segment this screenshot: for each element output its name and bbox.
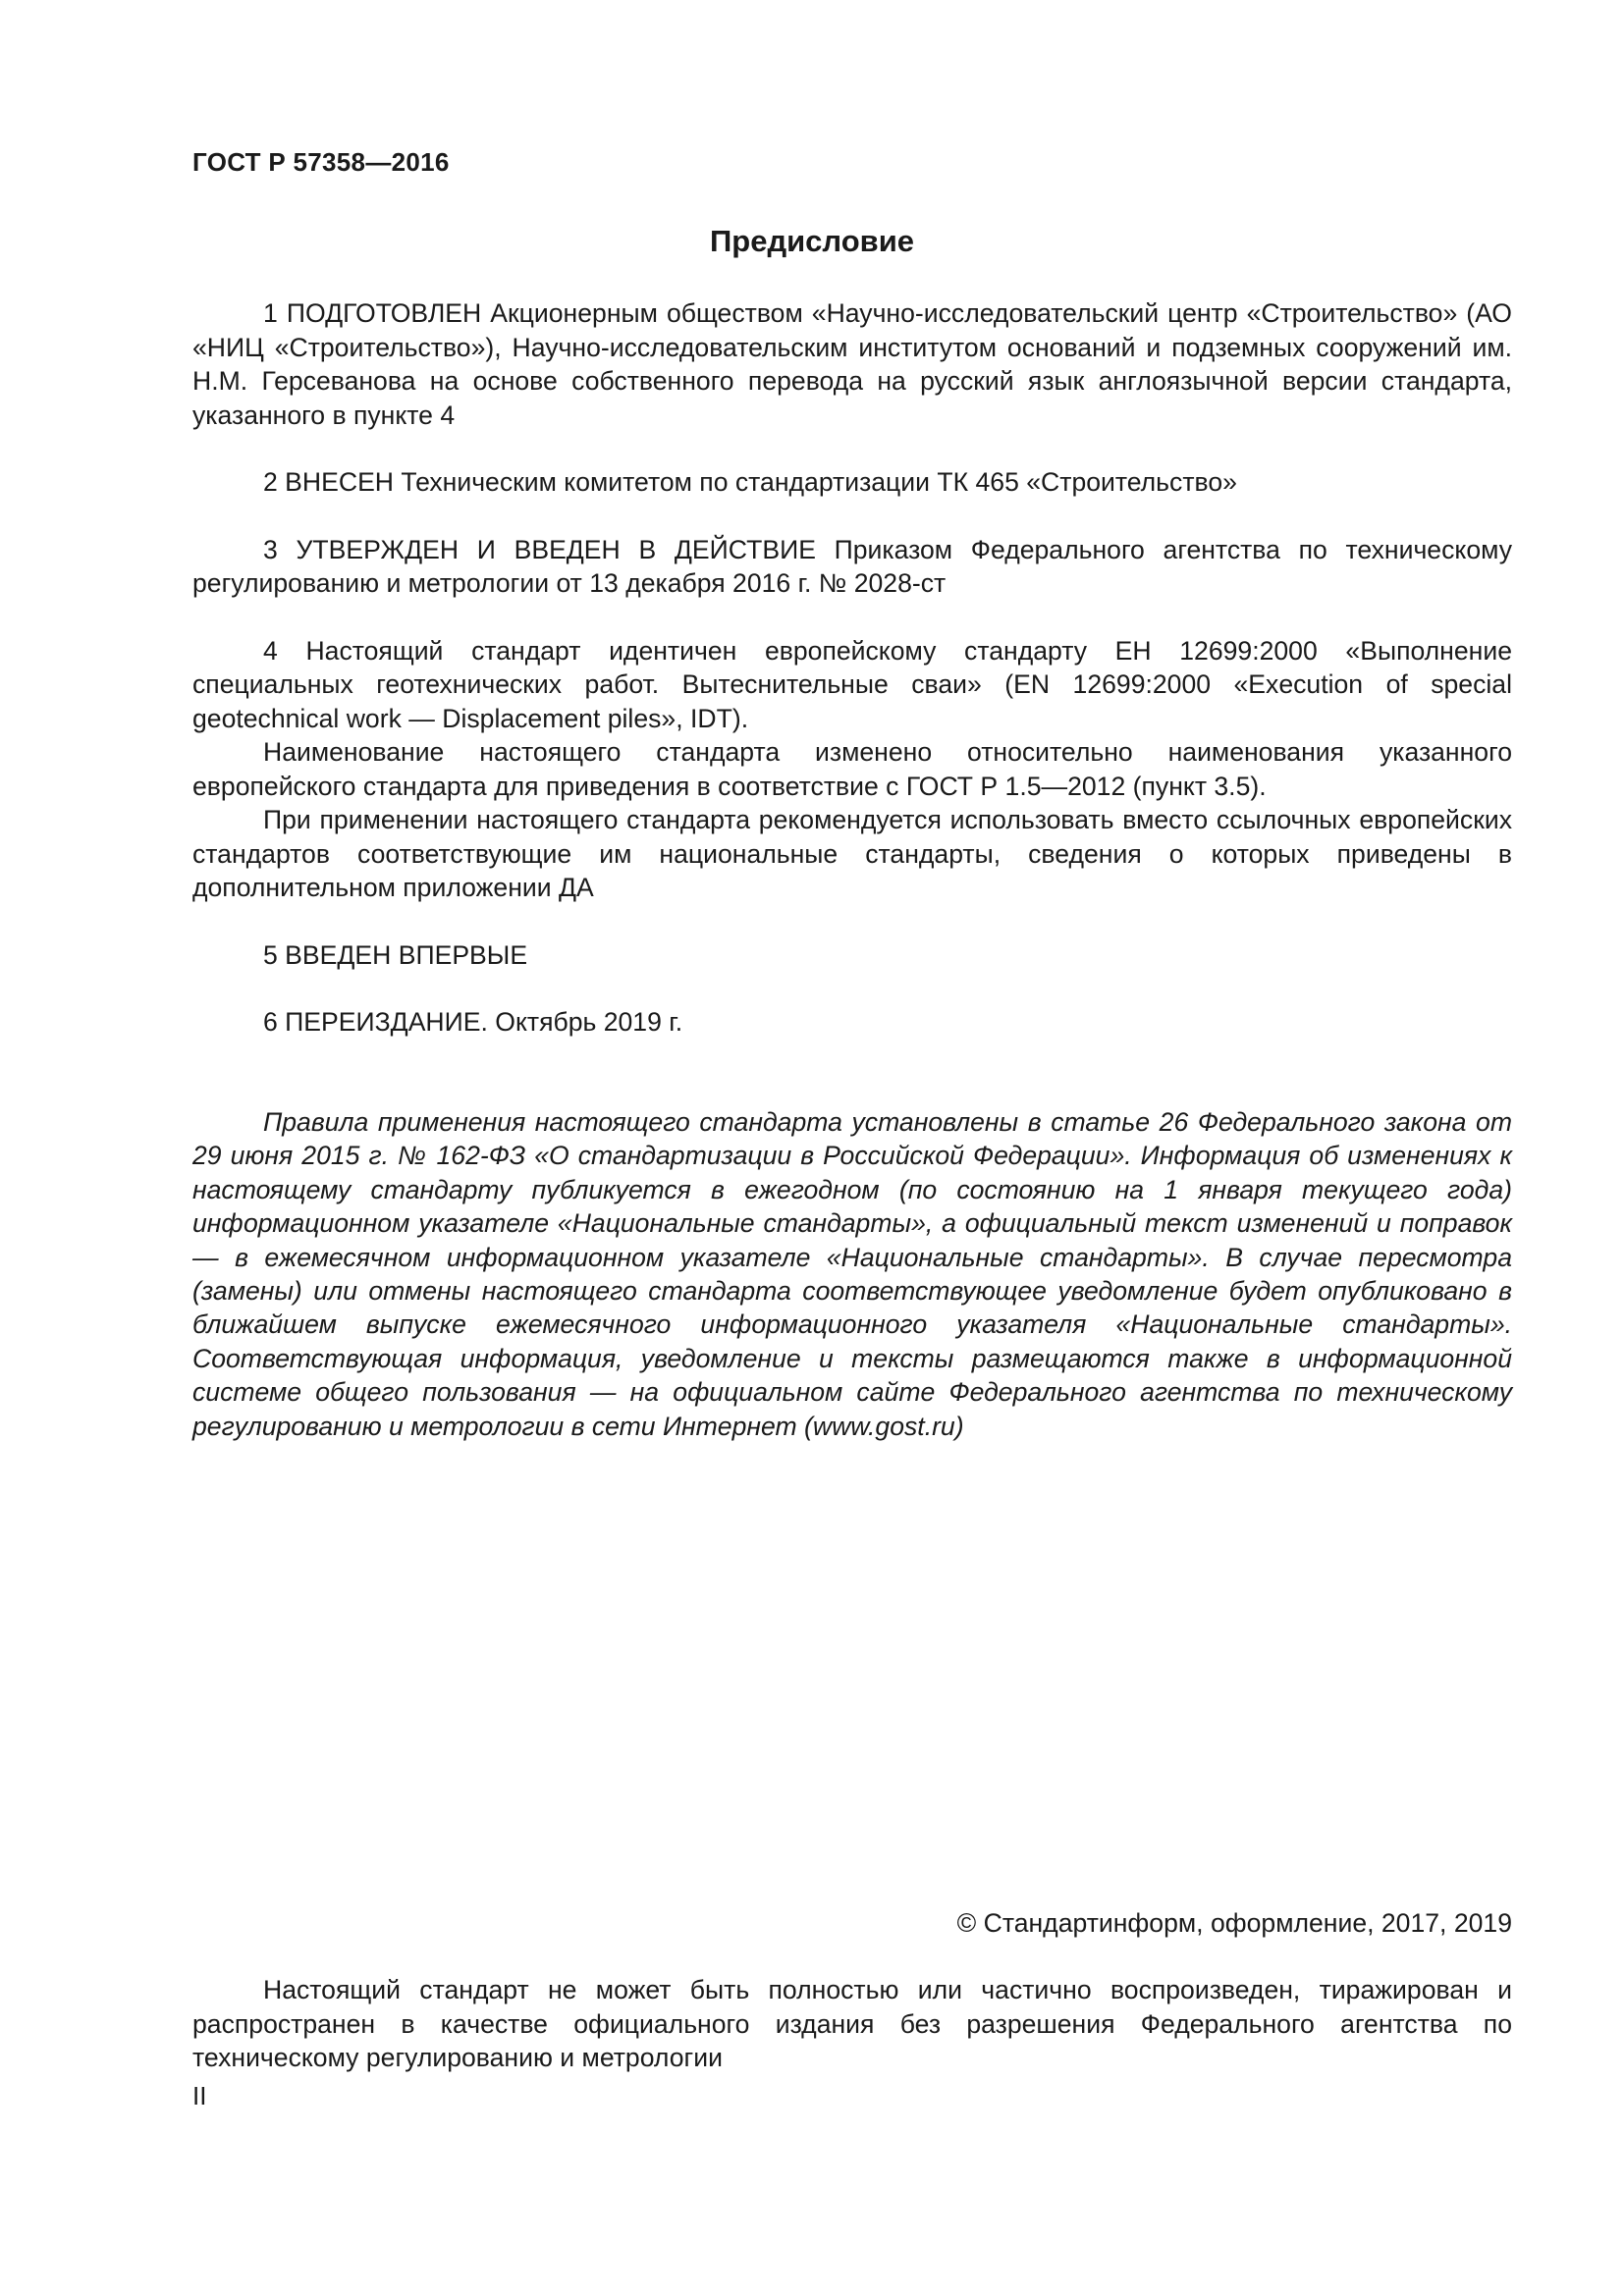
copyright-line: © Стандартинформ, оформление, 2017, 2019 xyxy=(956,1908,1512,1938)
paragraph-referenced-standards: При применении настоящего стандарта рекомендуется использовать вместо ссылочных европейских стандартов соответствующие им национальные стандарты, сведения о которых приведены в дополнительном приложении ДА xyxy=(192,805,1512,902)
foreword-body xyxy=(192,296,1512,1040)
paragraph-reissue: 6 ПЕРЕИЗДАНИЕ. Октябрь 2019 г. xyxy=(263,1007,683,1037)
application-rules-notice: Правила применения настоящего стандарта установлены в статье 26 Федерального закона от 29 июня 2015 г. № 162-ФЗ «О стандартизации в Российской Федерации». Информация об изменениях к настоящему стандарту публикуется в ежегодном (по состоянию на 1 января текущего года) информационном указателе «Национальные стандарты», а официальный текст изменений и поправок — в ежемесячном информационном указателе «Национальные стандарты». В случае пересмотра (замены) или отмены настоящего стандарта соответствующее уведомление будет опубликовано в ближайшем выпуске ежемесячного информационного указателя «Национальные стандарты». Соответствующая информация, уведомление и тексты размещаются также в информационной системе общего пользования — на официальном сайте Федерального агентства по техническому регулированию и метрологии в сети Интернет (www.gost.ru) xyxy=(192,1107,1512,1441)
reproduction-notice: Настоящий стандарт не может быть полностью или частично воспроизведен, тиражирован и распространен в качестве официального издания без разрешения Федерального агентства по техническому регулированию и метрологии xyxy=(192,1975,1512,2072)
document-code-header: ГОСТ Р 57358—2016 xyxy=(192,147,450,177)
paragraph-introduced-by: 2 ВНЕСЕН Техническим комитетом по стандартизации ТК 465 «Строительство» xyxy=(263,467,1237,497)
paragraph-identical-standard: 4 Настоящий стандарт идентичен европейскому стандарту ЕН 12699:2000 «Выполнение специальных геотехнических работ. Вытеснительные сваи» (EN 12699:2000 «Execution of special geotechnical work — Displacement piles», IDT). xyxy=(192,635,1512,733)
paragraph-prepared-by: 1 ПОДГОТОВЛЕН Акционерным обществом «Научно-исследовательский центр «Строительство» (АО «НИЦ «Строительство»), Научно-исследовательским институтом оснований и подземных сооружений им. Н.М. Герсеванова на основе собственного перевода на русский язык англоязычной версии стандарта, указанного в пункте 4 xyxy=(192,298,1512,430)
paragraph-approved: 3 УТВЕРЖДЕН И ВВЕДЕН В ДЕЙСТВИЕ Приказом Федерального агентства по техническому регулированию и метрологии от 13 декабря 2016 г. № 2028-ст xyxy=(192,534,1512,598)
page-title: Предисловие xyxy=(709,224,914,258)
paragraph-introduced-first: 5 ВВЕДЕН ВПЕРВЫЕ xyxy=(263,939,528,970)
paragraph-name-change: Наименование настоящего стандарта изменено относительно наименования указанного европейского стандарта для приведения в соответствие с ГОСТ Р 1.5—2012 (пункт 3.5). xyxy=(192,737,1512,801)
page-number: II xyxy=(192,2081,207,2110)
